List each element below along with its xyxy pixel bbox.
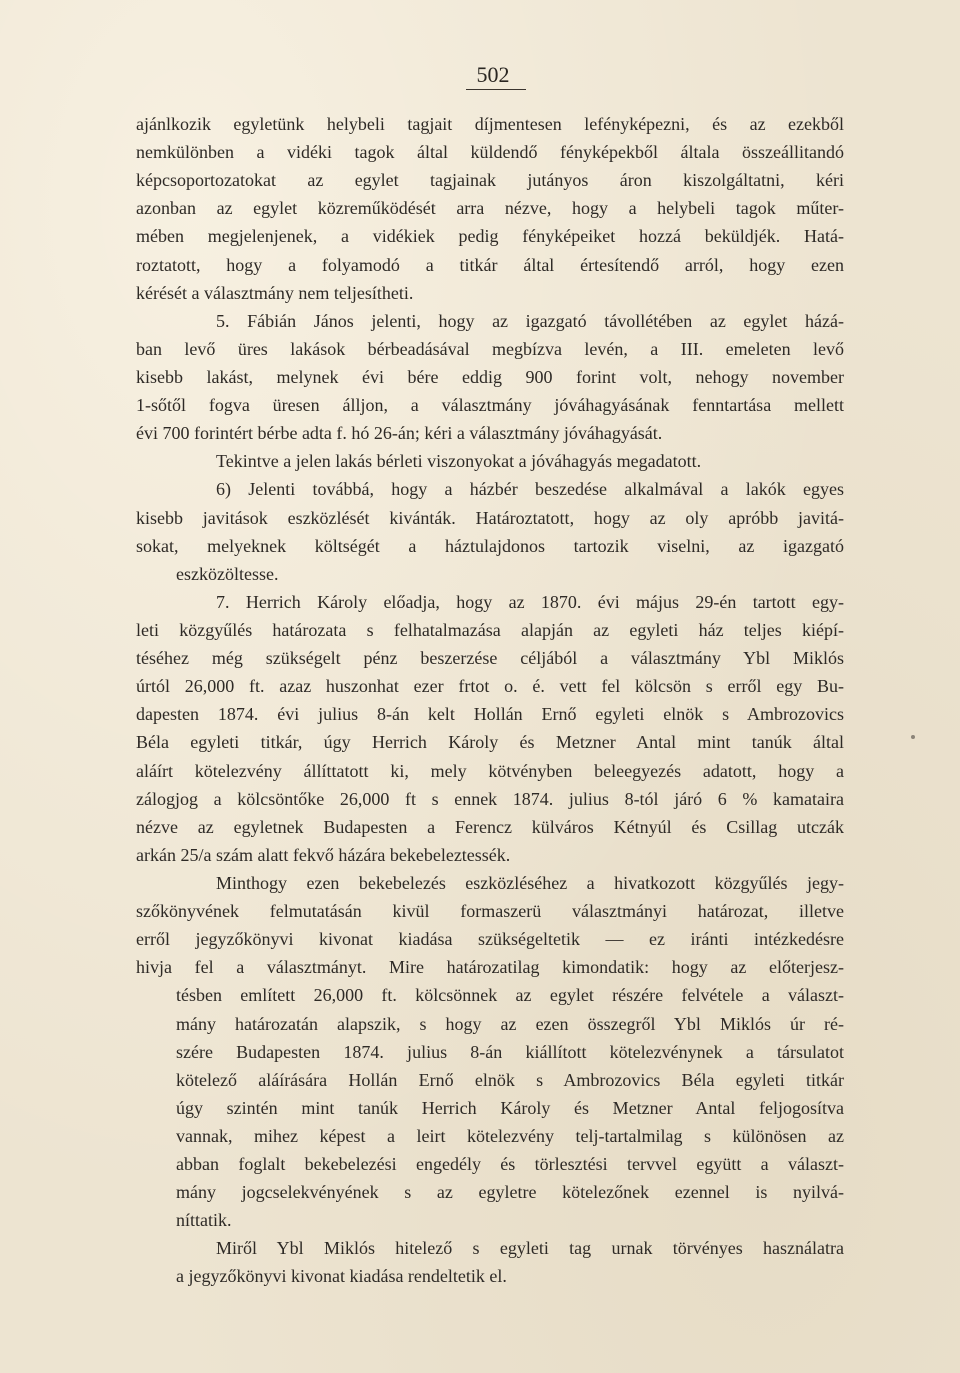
text-line: évi 700 forintért bérbe adta f. hó 26-án; kéri a választmány jóváhagyását. xyxy=(136,423,663,444)
stray-ink-dot xyxy=(911,735,915,739)
text-line: arkán 25/a szám alatt fekvő házára bekebeleztessék. xyxy=(136,844,511,865)
text-line: vannak, mihez képest a leirt kötelezvény telj-tartalmilag s különösen az xyxy=(176,1125,844,1146)
text-line: níttatik. xyxy=(176,1210,232,1231)
text-line: mében megjelenjenek, a vidékiek pedig fényképeiket hozzá beküldjék. Hatá- xyxy=(136,226,844,247)
text-line: roztatott, hogy a folyamodó a titkár által értesítendő arról, hogy ezen xyxy=(136,254,844,275)
text-line: mány jogcselekvényének s az egyletre kötelezőnek ezennel is nyilvá- xyxy=(176,1182,844,1203)
text-line: azonban az egylet közreműködését arra nézve, hogy a helybeli tagok műter- xyxy=(136,198,844,219)
text-line: téséhez még szükségelt pénz beszerzése céljából a választmány Ybl Miklós xyxy=(136,648,844,669)
page-number-underline xyxy=(466,89,526,90)
text-line: kisebb javitások eszközlését kivánták. Határoztatott, hogy az oly apróbb javitá- xyxy=(136,507,844,528)
text-line: Minthogy ezen bekebelezés eszközléséhez a hivatkozott közgyűlés jegy- xyxy=(216,872,844,893)
text-line: sokat, melyeknek költségét a háztulajdonos tartozik viselni, az igazgató xyxy=(136,535,844,556)
page-number: 502 xyxy=(476,62,510,87)
text-line: 1-sőtől fogva üresen álljon, a választmány jóváhagyásának fenntartása mellett xyxy=(136,395,844,416)
text-line: 5. Fábián János jelenti, hogy az igazgató távollétében az egylet házá- xyxy=(216,310,844,331)
text-line: úgy szintén mint tanúk Herrich Károly és Metzner Antal feljogosítva xyxy=(176,1097,844,1118)
text-line: hivja fel a választmányt. Mire határozatilag kimondatik: hogy az előterjesz- xyxy=(136,957,844,978)
text-line: szére Budapesten 1874. julius 8-án kiállított kötelezvénynek a társulatot xyxy=(176,1041,844,1062)
text-line: 7. Herrich Károly előadja, hogy az 1870. évi május 29-én tartott egy- xyxy=(216,591,844,612)
text-line: ajánlkozik egyletünk helybeli tagjait díjmentesen lefényképezni, és az ezekből xyxy=(136,114,844,134)
text-line: eszközöltesse. xyxy=(176,563,279,584)
text-line: 6) Jelenti továbbá, hogy a házbér beszedése alkalmával a lakók egyes xyxy=(216,479,844,500)
text-line: úrtól 26,000 ft. azaz huszonhat ezer frtot o. é. vett fel kölcsön s erről egy Bu- xyxy=(136,676,844,697)
text-line: abban foglalt bekebelezési engedély és törlesztési tervvel együtt a választ- xyxy=(176,1154,844,1175)
text-line: ban levő üres lakások bérbeadásával megbízva levén, a III. emeleten levő xyxy=(136,338,844,359)
text-line: képcsoportozatokat az egylet tagjainak jutányos áron kiszolgáltatni, kéri xyxy=(136,170,844,191)
body-text xyxy=(136,110,844,1291)
text-line: mány határozatán alapszik, s hogy az ezen összegről Ybl Miklós úr ré- xyxy=(176,1013,844,1034)
text-line: kötelező aláírására Hollán Ernő elnök s Ambrozovics Béla egyleti titkár xyxy=(176,1069,844,1090)
text-line: Tekintve a jelen lakás bérleti viszonyokat a jóváhagyás megadatott. xyxy=(216,451,702,472)
text-line: szőkönyvének felmutatásán kivül formaszerü választmányi határozat, illetve xyxy=(136,901,844,922)
text-line: Miről Ybl Miklós hitelező s egyleti tag urnak törvényes használatra xyxy=(216,1238,844,1259)
text-line: leti közgyűlés határozata s felhatalmazása alapján az egyleti ház teljes kiépí- xyxy=(136,619,844,640)
text-line: a jegyzőkönyvi kivonat kiadása rendeltetik el. xyxy=(176,1266,507,1287)
text-line: erről jegyzőkönyvi kivonat kiadása szükségeltetik — ez iránti intézkedésre xyxy=(136,929,844,950)
text-line: Béla egyleti titkár, úgy Herrich Károly és Metzner Antal mint tanúk által xyxy=(136,732,844,753)
text-line: aláírt kötelezvény állíttatott ki, mely kötvényben beleegyezés adatott, hogy a xyxy=(136,760,844,781)
text-line: zálogjog a kölcsöntőke 26,000 ft s ennek 1874. julius 8-tól járó 6 % kamataira xyxy=(136,788,844,809)
text-line: tésben említett 26,000 ft. kölcsönnek az egylet részére felvétele a választ- xyxy=(176,985,844,1006)
text-line: nemkülönben a vidéki tagok által küldendő fényképekből általa összeállitandó xyxy=(136,142,844,163)
text-line: kérését a választmány nem teljesítheti. xyxy=(136,282,414,303)
text-line: kisebb lakást, melynek évi bére eddig 900 forint volt, nehogy november xyxy=(136,366,844,387)
text-line: dapesten 1874. évi julius 8-án kelt Hollán Ernő egyleti elnök s Ambrozovics xyxy=(136,704,844,725)
text-line: nézve az egyletnek Budapesten a Ferencz külváros Kétnyúl és Csillag utczák xyxy=(136,816,844,837)
